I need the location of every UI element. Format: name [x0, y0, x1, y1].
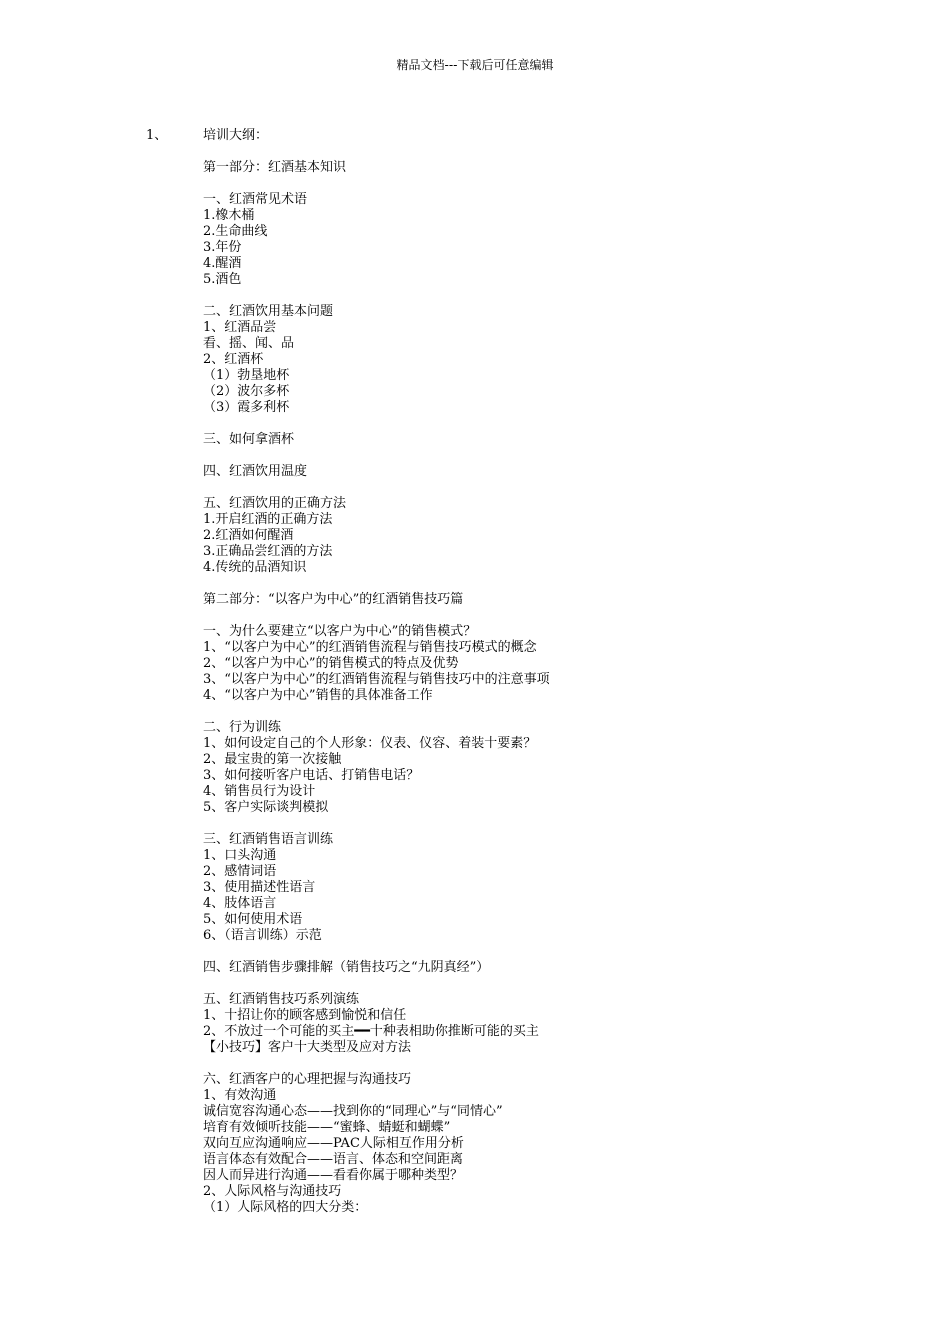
outline-section — [203, 592, 903, 608]
outline-line: 4.传统的品酒知识 — [203, 560, 307, 575]
outline-line: 5、如何使用术语 — [203, 912, 303, 927]
outline-line: 4、“以客户为中心”销售的具体准备工作 — [203, 688, 433, 703]
outline-section — [203, 960, 903, 976]
outline-line: （3）霞多利杯 — [203, 400, 290, 415]
section-heading: 五、红酒饮用的正确方法 — [203, 496, 347, 511]
outline-line: 1、如何设定自己的个人形象：仪表、仪容、着装十要素？ — [203, 736, 537, 751]
outline-section — [203, 464, 903, 480]
outline-line: 【小技巧】客户十大类型及应对方法 — [203, 1040, 412, 1055]
outline-line: 5.酒色 — [203, 272, 242, 287]
document-body — [203, 160, 903, 1232]
outline-section — [203, 992, 903, 1056]
section-heading: 第二部分：“以客户为中心”的红酒销售技巧篇 — [203, 592, 464, 607]
outline-line: 培育有效倾听技能——“蜜蜂、蜻蜓和蝴蝶” — [203, 1120, 451, 1135]
outline-line: （1）人际风格的四大分类： — [203, 1200, 368, 1215]
outline-line: 3.正确品尝红酒的方法 — [203, 544, 333, 559]
outline-section — [203, 832, 903, 944]
outline-line: 4.醒酒 — [203, 256, 242, 271]
outline-number: 1、 — [146, 128, 168, 143]
outline-line: 3、使用描述性语言 — [203, 880, 316, 895]
outline-line: 语言体态有效配合——语言、体态和空间距离 — [203, 1152, 464, 1167]
outline-line: 3、“以客户为中心”的红酒销售流程与销售技巧中的注意事项 — [203, 672, 550, 687]
outline-line: 诚信宽容沟通心态——找到你的“同理心”与“同情心” — [203, 1104, 503, 1119]
section-heading: 四、红酒销售步骤排解（销售技巧之“九阴真经”） — [203, 960, 490, 975]
outline-line: 2、不放过一个可能的买主━━十种表相助你推断可能的买主 — [203, 1024, 539, 1039]
outline-section — [203, 1072, 903, 1216]
section-heading: 三、如何拿酒杯 — [203, 432, 295, 447]
outline-line: 4、销售员行为设计 — [203, 784, 316, 799]
outline-line: 2、最宝贵的第一次接触 — [203, 752, 342, 767]
outline-section — [203, 432, 903, 448]
outline-section — [203, 720, 903, 816]
outline-line: 1、十招让你的顾客感到愉悦和信任 — [203, 1008, 407, 1023]
section-heading: 一、红酒常见术语 — [203, 192, 308, 207]
outline-line: 4、肢体语言 — [203, 896, 277, 911]
outline-line: 3、如何接听客户电话、打销售电话？ — [203, 768, 420, 783]
section-heading: 第一部分：红酒基本知识 — [203, 160, 347, 175]
outline-line: 2.红酒如何醒酒 — [203, 528, 294, 543]
outline-section — [203, 192, 903, 288]
page-header: 精品文档---下载后可任意编辑 — [396, 58, 554, 72]
outline-line: 1、“以客户为中心”的红酒销售流程与销售技巧模式的概念 — [203, 640, 537, 655]
outline-line: 1、有效沟通 — [203, 1088, 277, 1103]
outline-line: 因人而异进行沟通——看看你属于哪种类型？ — [203, 1168, 464, 1183]
section-heading: 二、红酒饮用基本问题 — [203, 304, 334, 319]
outline-line: 5、客户实际谈判模拟 — [203, 800, 329, 815]
outline-line: 1、口头沟通 — [203, 848, 277, 863]
section-heading: 五、红酒销售技巧系列演练 — [203, 992, 360, 1007]
section-heading: 六、红酒客户的心理把握与沟通技巧 — [203, 1072, 412, 1087]
outline-section — [203, 496, 903, 576]
outline-line: 3.年份 — [203, 240, 242, 255]
section-heading: 四、红酒饮用温度 — [203, 464, 308, 479]
outline-line: 6、（语言训练）示范 — [203, 928, 322, 943]
outline-line: （1）勃垦地杯 — [203, 368, 290, 383]
outline-section — [203, 304, 903, 416]
outline-line: 2、人际风格与沟通技巧 — [203, 1184, 342, 1199]
outline-line: 1.开启红酒的正确方法 — [203, 512, 333, 527]
outline-line: 看、摇、闻、品 — [203, 336, 295, 351]
outline-line: 1、红酒品尝 — [203, 320, 277, 335]
outline-title: 培训大纲： — [203, 128, 269, 143]
outline-line: 2、“以客户为中心”的销售模式的特点及优势 — [203, 656, 459, 671]
outline-line: 1.橡木桶 — [203, 208, 255, 223]
outline-line: （2）波尔多杯 — [203, 384, 290, 399]
outline-line: 双向互应沟通响应——PAC人际相互作用分析 — [203, 1136, 464, 1151]
section-heading: 三、红酒销售语言训练 — [203, 832, 334, 847]
outline-line: 2、感情词语 — [203, 864, 277, 879]
section-heading: 一、为什么要建立“以客户为中心”的销售模式？ — [203, 624, 477, 639]
outline-line: 2、红酒杯 — [203, 352, 264, 367]
outline-section — [203, 160, 903, 176]
section-heading: 二、行为训练 — [203, 720, 282, 735]
outline-line: 2.生命曲线 — [203, 224, 268, 239]
outline-section — [203, 624, 903, 704]
